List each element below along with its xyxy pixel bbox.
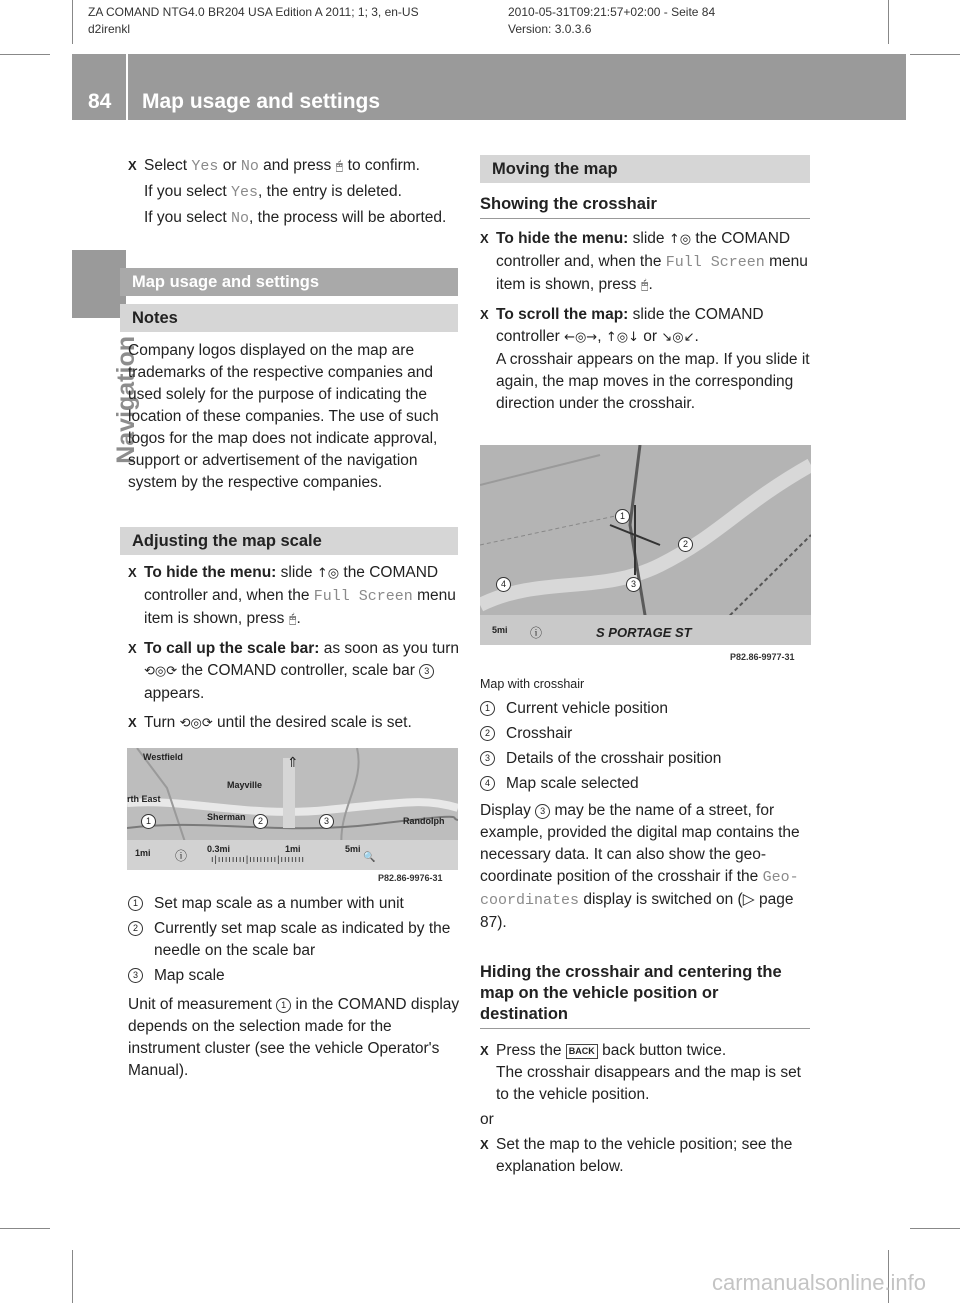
scale-steps xyxy=(128,562,462,735)
slide-diagonal-icon: ↘◎↙ xyxy=(661,330,695,345)
chapter-tab xyxy=(72,250,126,318)
heading-hiding-crosshair: Hiding the crosshair and centering the map on the vehicle position or destination xyxy=(480,963,782,1023)
intro-block xyxy=(128,155,462,230)
map-place-label: Westfield xyxy=(143,752,183,762)
legend-item: 4 Map scale selected xyxy=(480,773,814,795)
unit-paragraph: Unit of measurement 1 in the COMAND display depends on the selection made for the instrument cluster (see the vehicle Operator's Manual). xyxy=(128,996,460,1079)
back-button-icon: BACK xyxy=(566,1044,598,1059)
figure-callout: 4 xyxy=(496,577,511,592)
map-place-label: Randolph xyxy=(403,816,445,826)
figure-code: P82.86-9977-31 xyxy=(730,652,795,662)
crosshair-steps xyxy=(480,228,814,415)
figure-callout: 3 xyxy=(319,814,334,829)
chapter-label: Navigation xyxy=(112,336,140,464)
figure-callout: 3 xyxy=(626,577,641,592)
section-title-map-scale: Adjusting the map scale xyxy=(120,527,458,555)
turn-controller-icon: ⟲◎⟳ xyxy=(179,716,213,731)
step-scroll-map: X To scroll the map: slide the COMAND controller ←◎→, ↑◎↓ or ↘◎↙. A crosshair appears on the map. If you slide it again, the map moves in the corresponding direction under the crosshair. xyxy=(480,306,810,412)
map-scale-figure xyxy=(127,748,458,870)
crop-mark xyxy=(0,54,50,55)
section-title-notes: Notes xyxy=(120,304,458,332)
crop-mark xyxy=(888,0,889,44)
slide-up-down-icon: ↑◎↓ xyxy=(605,330,639,345)
section-title-moving-map: Moving the map xyxy=(480,155,810,183)
press-controller-icon: 🖰 xyxy=(640,278,649,293)
crop-mark xyxy=(910,54,960,55)
hiding-steps xyxy=(480,1040,814,1178)
crosshair-map-drawing xyxy=(480,445,811,645)
zoom-icon: 🔍 xyxy=(363,852,376,863)
step-set-map: X Set the map to the vehicle position; see the explanation below. xyxy=(480,1136,793,1175)
press-controller-icon: 🖰 xyxy=(335,159,344,174)
legend-item: 2 Currently set map scale as indicated by the needle on the scale bar xyxy=(128,918,462,962)
page-reference[interactable]: page 87). xyxy=(480,891,794,931)
step-arrow-icon: X xyxy=(128,565,137,580)
display-paragraph: Display 3 may be the name of a street, for example, provided the digital map contains the necessary data. It can also show the geo-coordinate position of the crosshair if the Geo-coordinates display is switched on (▷ page 87). xyxy=(480,802,800,931)
meta-right: 2010-05-31T09:21:57+02:00 - Seite 84 Version: 3.0.3.6 xyxy=(508,5,716,36)
step-arrow-icon: X xyxy=(480,307,489,322)
crop-mark xyxy=(72,1250,73,1303)
compass-icon: ⇑ xyxy=(287,754,299,770)
unit-label: 1mi xyxy=(135,848,151,858)
step-arrow-icon: X xyxy=(480,1137,489,1152)
step-arrow-icon: X xyxy=(480,231,489,246)
crop-mark xyxy=(910,1228,960,1229)
notes-text: Company logos displayed on the map are trademarks of the respective companies and used solely for the purpose of indicating the location of these companies. The use of such logos for the map does not indicate approval, support or advertisement of the navigation system by the respective companies. xyxy=(128,342,439,491)
heading-crosshair: Showing the crosshair xyxy=(480,195,657,213)
step-arrow-icon: X xyxy=(128,715,137,730)
step-scale-bar: X To call up the scale bar: as soon as you turn ⟲◎⟳ the COMAND controller, scale bar 3 appears. xyxy=(128,640,460,702)
heading-rule xyxy=(480,218,810,219)
scale-bar-ticks: ı|ıııııııı|ıııııııı|ııııııı xyxy=(211,854,306,864)
legend-item: 1 Set map scale as a number with unit xyxy=(128,893,462,915)
legend-item: 1 Current vehicle position xyxy=(480,698,814,720)
page-number: 84 xyxy=(88,90,112,113)
info-icon: ⓘ xyxy=(530,626,543,640)
figure-callout: 2 xyxy=(253,814,268,829)
step-hide-menu: X To hide the menu: slide ↑◎ the COMAND controller and, when the Full Screen menu item is shown, press 🖰. xyxy=(128,564,456,627)
figure-callout: 2 xyxy=(678,537,693,552)
crop-mark xyxy=(0,1228,50,1229)
heading-rule xyxy=(480,1028,810,1029)
watermark: carmanualsonline.info xyxy=(712,1270,927,1295)
scale-legend xyxy=(128,893,462,1082)
or-text: or xyxy=(480,1111,494,1128)
figure-callout: 1 xyxy=(615,509,630,524)
street-name: S PORTAGE ST xyxy=(596,625,692,640)
step-turn: X Turn ⟲◎⟳ until the desired scale is set. xyxy=(128,712,462,735)
page-title: Map usage and settings xyxy=(142,90,381,113)
step-press-back: X Press the BACK back button twice. The crosshair disappears and the map is set to the vehicle position. xyxy=(480,1042,801,1103)
intro-step: X Select Yes or No and press 🖰 to confirm. xyxy=(128,157,420,175)
legend-item: 3 Details of the crosshair position xyxy=(480,748,814,770)
legend-item: 2 Crosshair xyxy=(480,723,814,745)
figure-callout: 1 xyxy=(141,814,156,829)
figure-code: P82.86-9976-31 xyxy=(378,873,443,883)
step-arrow-icon: X xyxy=(128,158,137,173)
turn-controller-icon: ⟲◎⟳ xyxy=(144,664,178,679)
step-hide-menu: X To hide the menu: slide ↑◎ the COMAND controller and, when the Full Screen menu item is shown, press 🖰. xyxy=(480,230,808,293)
map-place-label: rth East xyxy=(127,794,161,804)
scale-label: 1mi xyxy=(285,844,301,854)
unit-label: 5mi xyxy=(492,625,508,635)
slide-left-right-icon: ←◎→ xyxy=(564,330,598,345)
info-icon: ⓘ xyxy=(175,849,188,863)
slide-up-controller-icon: ↑◎ xyxy=(668,232,692,247)
press-controller-icon: 🖰 xyxy=(288,612,297,627)
header-separator xyxy=(126,54,128,120)
map-place-label: Mayville xyxy=(227,780,263,790)
crosshair-map-figure xyxy=(480,445,811,645)
step-arrow-icon: X xyxy=(128,641,137,656)
crop-mark xyxy=(72,0,73,44)
intro-line: If you select Yes, the entry is deleted. xyxy=(144,183,402,201)
map-place-label: Sherman xyxy=(207,812,246,822)
section-title-map-usage: Map usage and settings xyxy=(120,268,458,296)
figure-caption: Map with crosshair xyxy=(480,677,585,691)
intro-line: If you select No, the process will be aborted. xyxy=(144,209,447,227)
meta-left: ZA COMAND NTG4.0 BR204 USA Edition A 2011; 1; 3, en-US d2irenkl xyxy=(88,5,419,36)
slide-up-controller-icon: ↑◎ xyxy=(316,566,340,581)
scale-label: 0.3mi xyxy=(207,844,231,854)
page-ref-arrow-icon: ▷ xyxy=(742,891,759,908)
legend-item: 3 Map scale xyxy=(128,965,462,987)
step-arrow-icon: X xyxy=(480,1043,489,1058)
scale-label: 5mi xyxy=(345,844,361,854)
crosshair-legend xyxy=(480,676,814,934)
